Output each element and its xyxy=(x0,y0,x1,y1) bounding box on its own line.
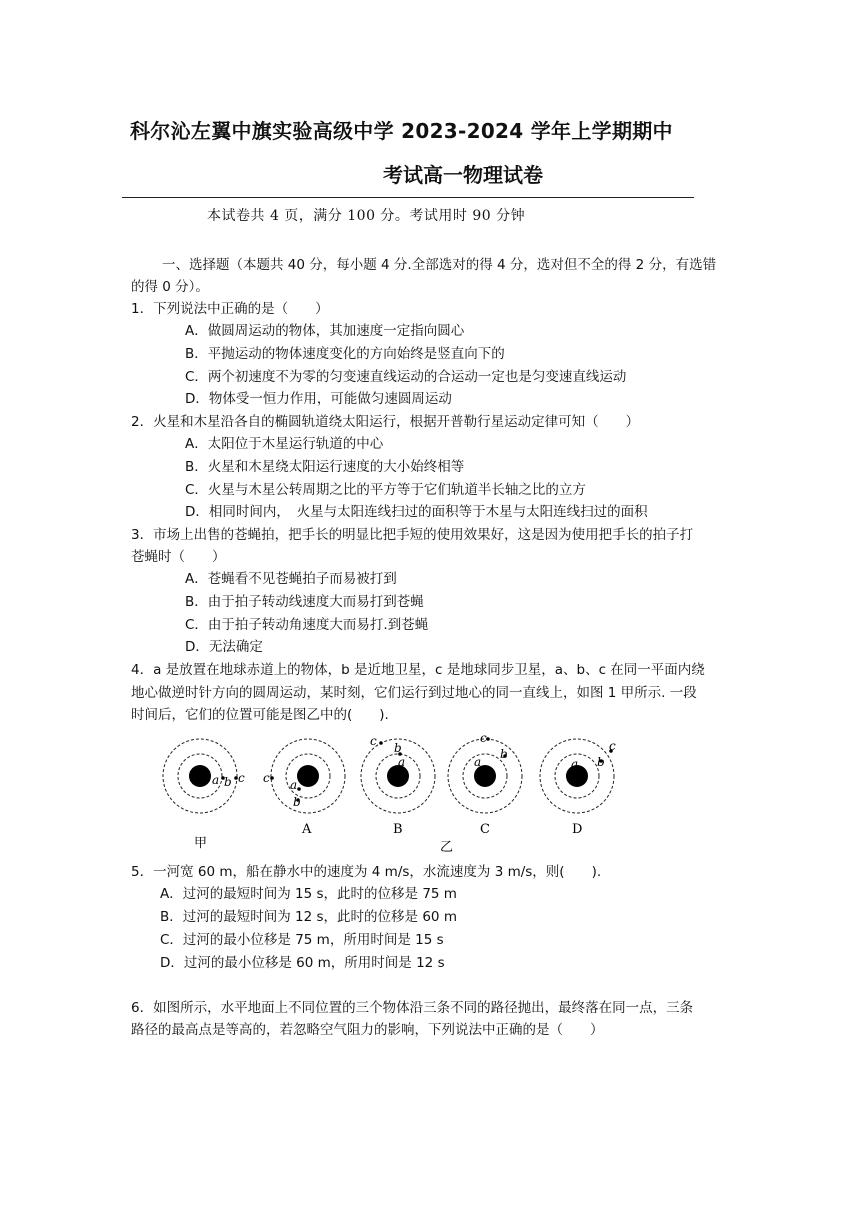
q1-option-c: C．两个初速度不为零的匀变速直线运动的合运动一定也是匀变速直线运动 xyxy=(185,369,627,385)
fig-c-label-b: b xyxy=(500,747,508,761)
panel-label-a: A xyxy=(302,822,312,837)
group-label-yi: 乙 xyxy=(440,840,454,855)
q1-option-d: D．物体受一恒力作用，可能做匀速圆周运动 xyxy=(185,391,452,407)
panel-label-c: C xyxy=(480,822,490,837)
fig-a-label-b: b xyxy=(293,795,301,809)
q2-option-a: A．太阳位于木星运行轨道的中心 xyxy=(185,436,384,452)
q2-option-c: C．火星与木星公转周期之比的平方等于它们轨道半长轴之比的立方 xyxy=(185,482,586,498)
fig-d-label-b: b xyxy=(597,755,605,769)
section-intro-line1: 一、选择题（本题共 40 分，每小题 4 分.全部选对的得 4 分，选对但不全的得 2 分，有选错 xyxy=(162,257,717,273)
q4-stem-line3: 时间后，它们的位置可能是图乙中的( ). xyxy=(131,707,389,723)
q5-option-a: A．过河的最短时间为 15 s，此时的位移是 75 m xyxy=(160,886,457,902)
fig-a-label-c: c xyxy=(263,771,270,785)
fig-b-label-b: b xyxy=(394,741,402,755)
fig-b-label-c: c xyxy=(370,734,377,748)
orbit-figure xyxy=(152,734,632,856)
q5-option-b: B．过河的最短时间为 12 s，此时的位移是 60 m xyxy=(160,909,457,925)
q3-stem-line1: 3．市场上出售的苍蝇拍，把手长的明显比把手短的使用效果好，这是因为使用把手长的拍子打 xyxy=(131,527,694,543)
fig-c-label-a: a xyxy=(474,755,482,769)
fig-label-c: c xyxy=(238,771,245,785)
fig-c-label-c: c xyxy=(480,734,487,745)
q2-option-b: B．火星和木星绕太阳运行速度的大小始终相等 xyxy=(185,459,465,475)
q4-stem-line1: 4．a 是放置在地球赤道上的物体，b 是近地卫星，c 是地球同步卫星，a、b、c 在同一平面内绕 xyxy=(131,662,705,678)
q1-option-a: A．做圆周运动的物体，其加速度一定指向圆心 xyxy=(185,323,465,339)
fig-a-label-a: a xyxy=(290,778,298,792)
section-intro-line2: 的得 0 分）。 xyxy=(131,279,209,295)
panel-label-d: D xyxy=(572,822,583,837)
q3-option-a: A．苍蝇看不见苍蝇拍子而易被打到 xyxy=(185,571,397,587)
q2-stem: 2．火星和木星沿各自的椭圆轨道绕太阳运行，根据开普勒行星运动定律可知（ ） xyxy=(131,414,640,430)
page-title-line2: 考试高一物理试卷 xyxy=(383,163,543,187)
panel-label-b: B xyxy=(393,822,403,837)
q3-option-c: C．由于拍子转动角速度大而易打.到苍蝇 xyxy=(185,617,429,633)
q3-option-d: D．无法确定 xyxy=(185,639,263,655)
fig-b-label-a: a xyxy=(398,755,406,769)
page-title-line1: 科尔沁左翼中旗实验高级中学 2023-2024 学年上学期期中 xyxy=(130,119,673,143)
q6-stem-line2: 路径的最高点是等高的，若忽略空气阻力的影响，下列说法中正确的是（ ） xyxy=(131,1022,604,1038)
fig-label-a: a xyxy=(212,773,220,787)
fig-d-label-c: c xyxy=(609,739,616,753)
fig-d-label-a: a xyxy=(571,757,579,771)
q1-option-b: B．平抛运动的物体速度变化的方向始终是竖直向下的 xyxy=(185,346,505,362)
fig-label-b: b xyxy=(224,775,232,789)
q1-stem: 1．下列说法中正确的是（ ） xyxy=(131,301,329,317)
title-divider xyxy=(122,197,694,198)
q4-stem-line2: 地心做逆时针方向的圆周运动，某时刻，它们运行到过地心的同一直线上，如图 1 甲所示. 一段 xyxy=(131,685,697,701)
q3-option-b: B．由于拍子转动线速度大而易打到苍蝇 xyxy=(185,594,424,610)
q6-stem-line1: 6．如图所示，水平地面上不同位置的三个物体沿三条不同的路径抛出，最终落在同一点，三条 xyxy=(131,1000,694,1016)
q3-stem-line2: 苍蝇时（ ） xyxy=(131,549,226,565)
q5-option-d: D．过河的最小位移是 60 m，所用时间是 12 s xyxy=(160,955,445,971)
q2-option-d: D．相同时间内， 火星与太阳连线扫过的面积等于木星与太阳连线扫过的面积 xyxy=(185,504,648,520)
exam-info: 本试卷共 4 页，满分 100 分。考试用时 90 分钟 xyxy=(207,208,526,224)
q5-option-c: C．过河的最小位移是 75 m，所用时间是 15 s xyxy=(160,932,444,948)
panel-label-jia: 甲 xyxy=(194,836,208,851)
q5-stem: 5．一河宽 60 m，船在静水中的速度为 4 m/s，水流速度为 3 m/s，则( ). xyxy=(131,864,602,880)
